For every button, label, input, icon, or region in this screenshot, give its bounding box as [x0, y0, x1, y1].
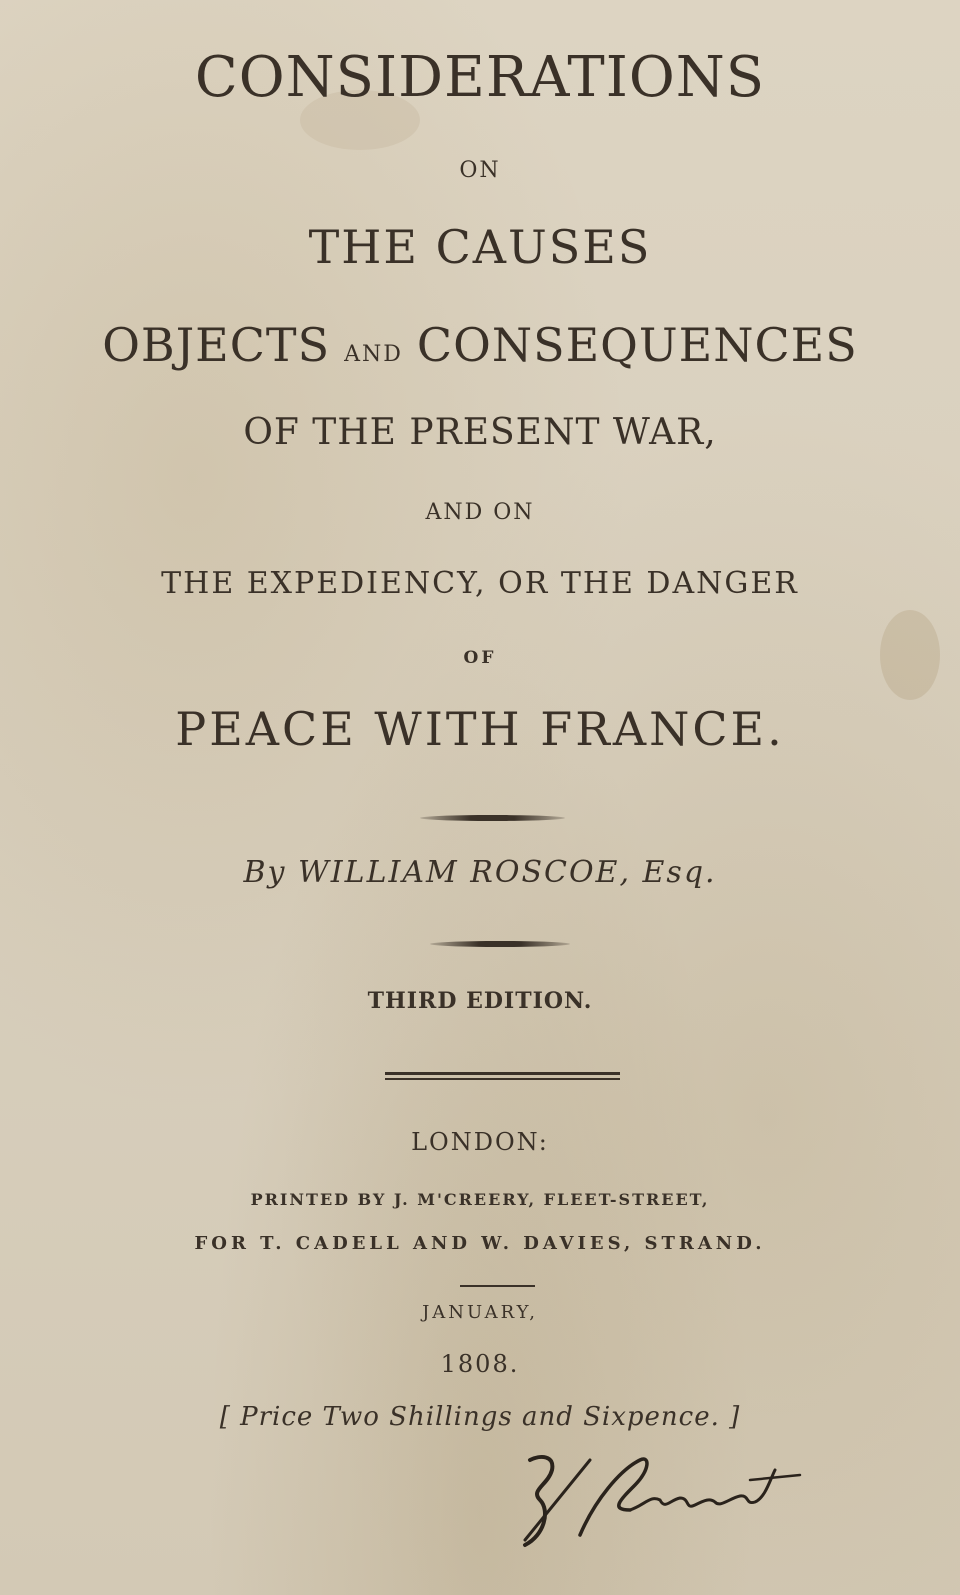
imprint-printer: PRINTED BY J. M'CREERY, FLEET-STREET,	[250, 1190, 710, 1209]
title-peace-with-france: PEACE WITH FRANCE.	[175, 702, 785, 756]
price-line: [ Price Two Shillings and Sixpence. ]	[219, 1402, 741, 1432]
title-of: OF	[463, 648, 497, 668]
title-expediency: THE EXPEDIENCY, OR THE DANGER	[161, 566, 799, 601]
imprint-month: JANUARY,	[422, 1302, 538, 1323]
title-objects: OBJECTS	[102, 318, 331, 372]
handwritten-signature	[500, 1440, 840, 1560]
title-objects-line	[0, 318, 960, 372]
imprint-place: LONDON:	[411, 1128, 549, 1156]
double-rule-bottom	[385, 1078, 620, 1080]
title-on: ON	[459, 158, 501, 183]
imprint-year: 1808.	[440, 1350, 520, 1378]
title-the-causes: THE CAUSES	[308, 220, 652, 274]
short-rule	[460, 1285, 535, 1287]
title-considerations: CONSIDERATIONS	[194, 45, 766, 110]
title-and-on: AND ON	[425, 500, 535, 525]
ornamental-rule	[430, 941, 570, 947]
edition-label: THIRD EDITION.	[367, 988, 593, 1014]
ornamental-rule	[420, 815, 565, 821]
author-line: By WILLIAM ROSCOE, Esq.	[243, 855, 717, 890]
title-present-war: OF THE PRESENT WAR,	[243, 412, 717, 453]
imprint-publisher: FOR T. CADELL AND W. DAVIES, STRAND.	[194, 1233, 766, 1254]
title-and: AND	[344, 342, 403, 367]
title-consequences: CONSEQUENCES	[416, 318, 858, 372]
double-rule-top	[385, 1072, 620, 1075]
